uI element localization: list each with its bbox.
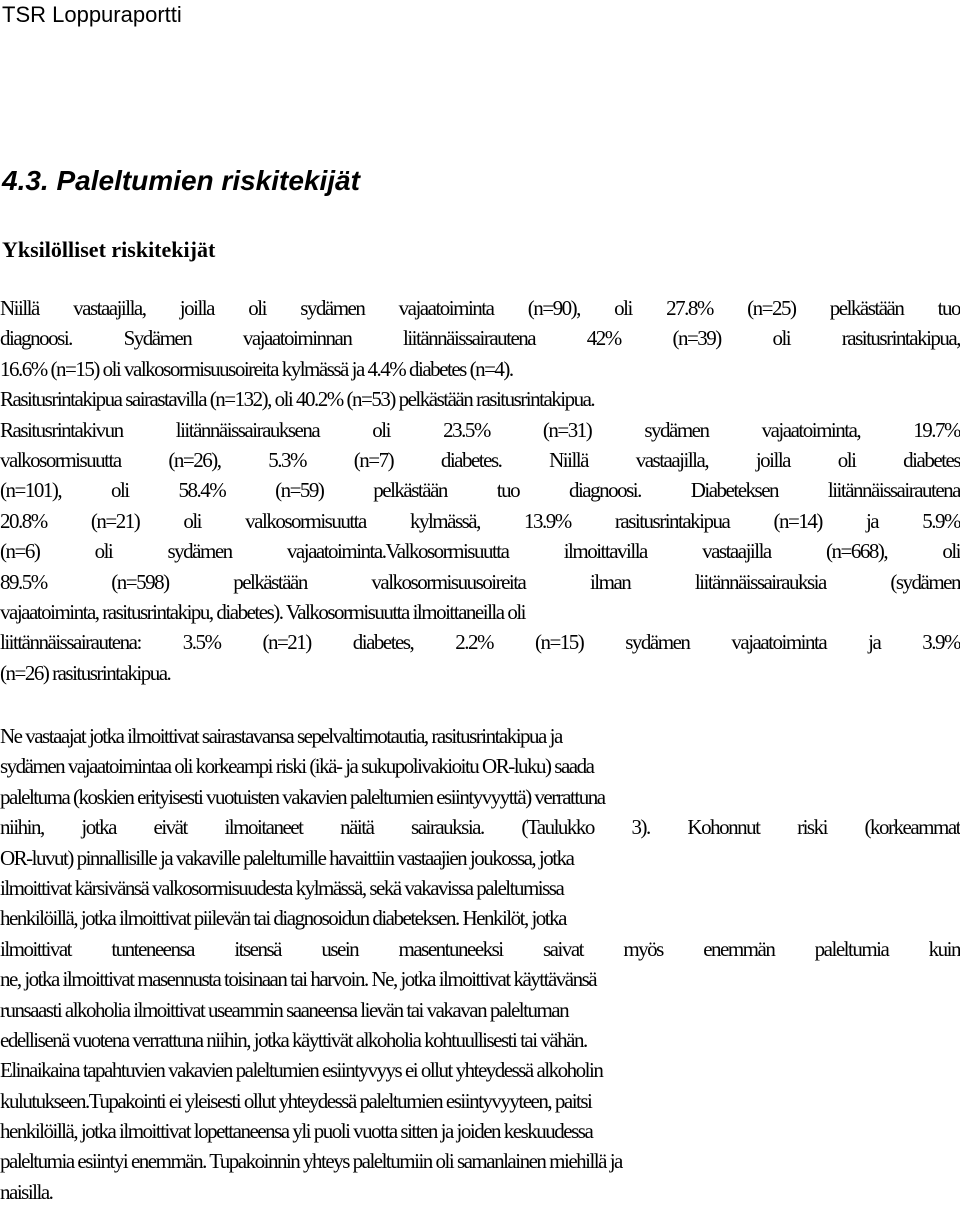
- paragraph-line: Elinaikaina tapahtuvien vakavien paleltumien esiintyvyys ei ollut yhteydessä alkoholin: [0, 1058, 603, 1083]
- section-heading: 4.3. Paleltumien riskitekijät: [2, 165, 360, 196]
- paragraph-line: henkilöillä, jotka ilmoittivat lopettaneensa yli puoli vuotta sitten ja joiden keskuudessa: [0, 1119, 593, 1144]
- paragraph-line: edellisenä vuotena verrattuna niihin, jotka käyttivät alkoholia kohtuullisesti tai vähän.: [0, 1027, 587, 1052]
- paragraph-line: (n=6) oli sydämen vajaatoiminta.Valkosormisuutta ilmoittavilla vastaajilla (n=668), oli: [0, 539, 960, 564]
- paragraph-line: liittännäissairautena: 3.5% (n=21) diabetes, 2.2% (n=15) sydämen vajaatoiminta ja 3.9%: [0, 630, 960, 655]
- paragraph-line: henkilöillä, jotka ilmoittivat piilevän tai diagnosoidun diabeteksen. Henkilöt, jotka: [0, 906, 566, 931]
- paragraph-line: (n=101), oli 58.4% (n=59) pelkästään tuo diagnoosi. Diabeteksen liitännäissairautena: [0, 478, 960, 503]
- paragraph-line: ilmoittivat kärsivänsä valkosormisuudesta kylmässä, sekä vakavissa paleltumissa: [0, 875, 564, 900]
- paragraph-line: ne, jotka ilmoittivat masennusta toisinaan tai harvoin. Ne, jotka ilmoittivat käyttävänsä: [0, 967, 597, 992]
- paragraph-line: paleltumia esiintyi enemmän. Tupakoinnin yhteys paleltumiin oli samanlainen miehillä ja: [0, 1149, 622, 1174]
- paragraph-line: (n=26) rasitusrintakipua.: [0, 660, 171, 685]
- paragraph-line: naisilla.: [0, 1179, 53, 1204]
- paragraph-line: sydämen vajaatoimintaa oli korkeampi riski (ikä- ja sukupolivakioitu OR-luku) saada: [0, 754, 594, 779]
- paragraph-line: Niillä vastaajilla, joilla oli sydämen vajaatoiminta (n=90), oli 27.8% (n=25) pelkästään tuo: [0, 296, 960, 320]
- paragraph-line: paleltuma (koskien erityisesti vuotuisten vakavien paleltumien esiintyvyyttä) verrattuna: [0, 784, 605, 809]
- paragraph-line: valkosormisuutta (n=26), 5.3% (n=7) diabetes. Niillä vastaajilla, joilla oli diabetes: [0, 447, 960, 472]
- paragraph-line: kulutukseen.Tupakointi ei yleisesti ollut yhteydessä paleltumien esiintyvyyteen, paitsi: [0, 1088, 592, 1113]
- paragraph-line: 89.5% (n=598) pelkästään valkosormisuusoireita ilman liitännäissairauksia (sydämen: [0, 569, 960, 594]
- paragraph-line: runsaasti alkoholia ilmoittivat useammin saaneensa lievän tai vakavan paleltuman: [0, 997, 569, 1022]
- sub-heading: Yksilölliset riskitekijät: [2, 237, 216, 262]
- paragraph-risk-factors: [0, 721, 960, 1207]
- paragraph-line: Rasitusrintakipua sairastavilla (n=132), oli 40.2% (n=53) pelkästään rasitusrintakipua.: [0, 387, 595, 412]
- paragraph-line: niihin, jotka eivät ilmoitaneet näitä sairauksia. (Taulukko 3). Kohonnut riski (korkeammat: [0, 815, 960, 840]
- running-header: TSR Loppuraportti: [2, 2, 182, 27]
- paragraph-line: 16.6% (n=15) oli valkosormisuusoireita kylmässä ja 4.4% diabetes (n=4).: [0, 356, 513, 381]
- paragraph-comorbidities: [0, 293, 960, 688]
- paragraph-line: diagnoosi. Sydämen vajaatoiminnan liitännäissairautena 42% (n=39) oli rasitusrintakipua,: [0, 326, 960, 351]
- paragraph-line: ilmoittivat tunteneensa itsensä usein masentuneeksi saivat myös enemmän paleltumia kuin: [0, 936, 960, 961]
- paragraph-line: vajaatoiminta, rasitusrintakipu, diabetes). Valkosormisuutta ilmoittaneilla oli: [0, 599, 525, 624]
- paragraph-line: 20.8% (n=21) oli valkosormisuutta kylmässä, 13.9% rasitusrintakipua (n=14) ja 5.9%: [0, 508, 960, 533]
- paragraph-line: Rasitusrintakivun liitännäissairauksena oli 23.5% (n=31) sydämen vajaatoiminta, 19.7%: [0, 417, 960, 442]
- paragraph-line: OR-luvut) pinnallisille ja vakaville paleltumille havaittiin vastaajien joukossa, jotka: [0, 845, 574, 870]
- paragraph-line: Ne vastaajat jotka ilmoittivat sairastavansa sepelvaltimotautia, rasitusrintakipua ja: [0, 724, 562, 748]
